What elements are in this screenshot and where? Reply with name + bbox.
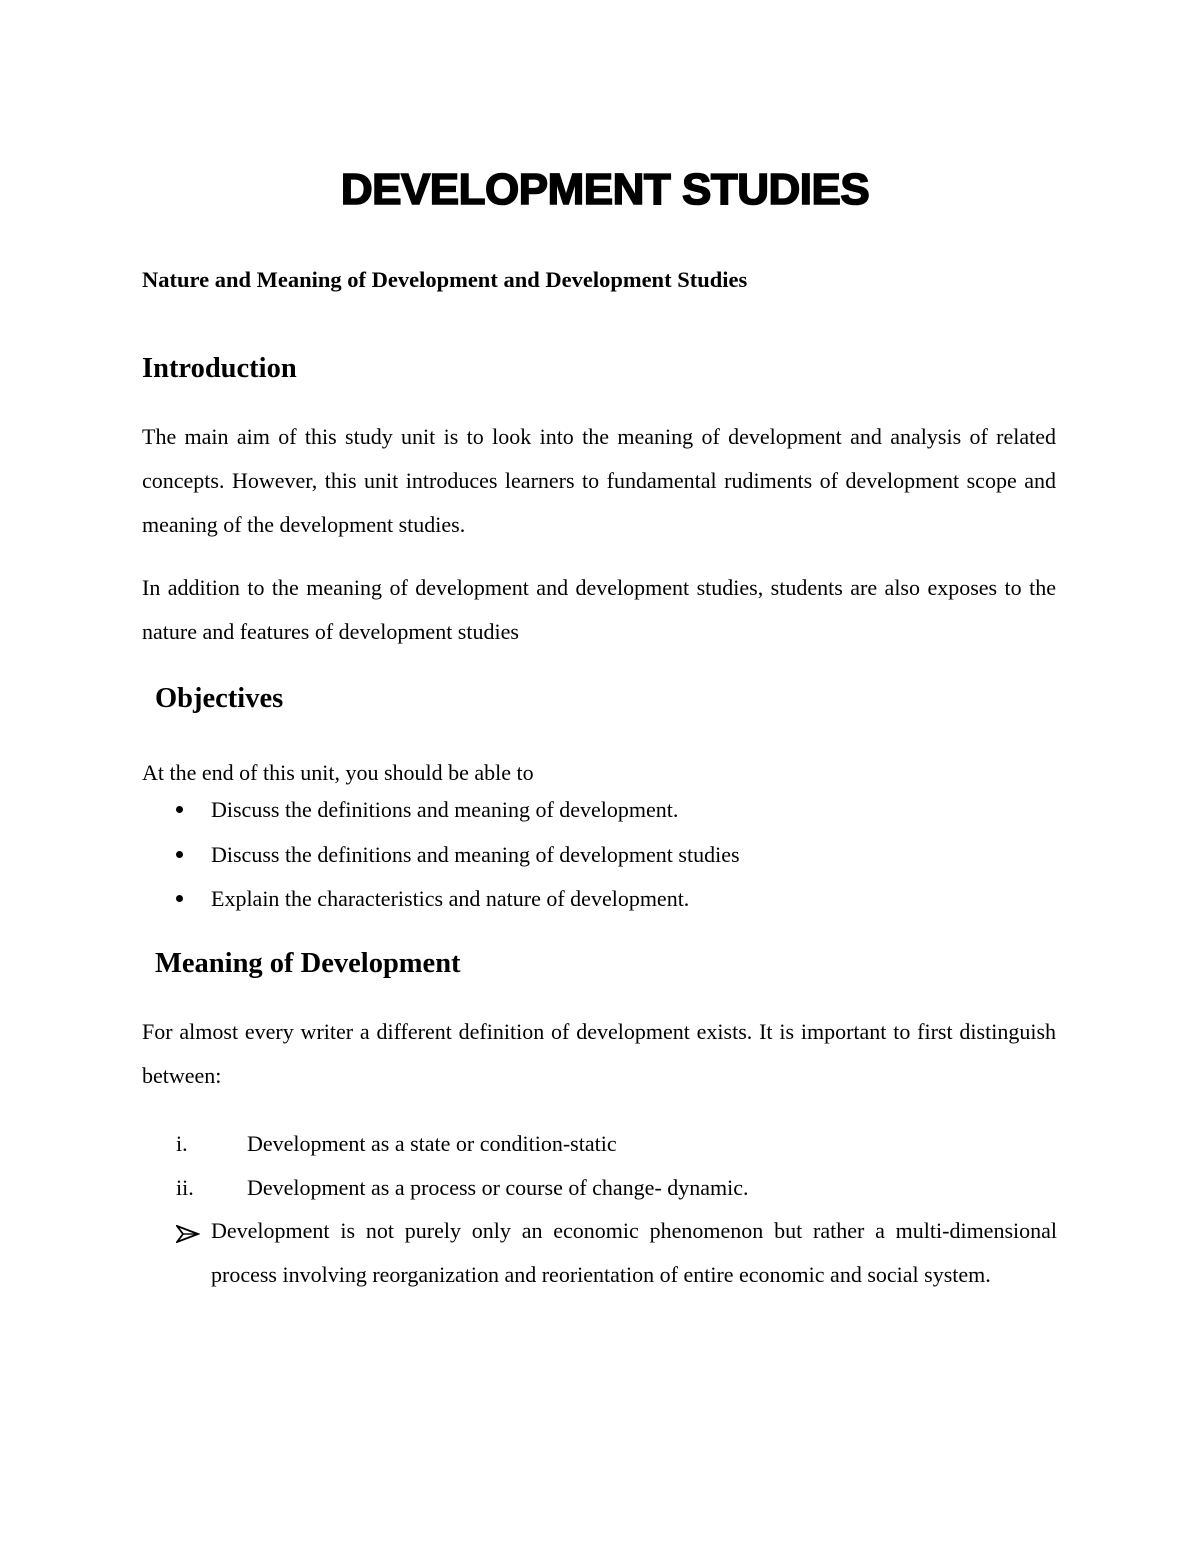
objective-item-text: Explain the characteristics and nature of development. — [211, 886, 690, 911]
bullet-icon — [176, 806, 183, 813]
meaning-paragraph: For almost every writer a different definition of development exists. It is important to first distinguish between: — [142, 1019, 1056, 1088]
meaning-heading: Meaning of Development — [155, 948, 461, 979]
bullet-icon — [176, 851, 183, 858]
arrow-item-text: Development is not purely only an economic phenomenon but rather a multi-dimensional process involving reorganization and reorientation of entire economic and social system. — [211, 1218, 1057, 1287]
introduction-heading: Introduction — [142, 353, 297, 384]
numbered-item-text: Development as a state or condition-static — [247, 1131, 617, 1156]
arrow-bullet-icon — [176, 1225, 200, 1243]
objectives-lead: At the end of this unit, you should be able to — [142, 760, 534, 785]
objective-item-text: Discuss the definitions and meaning of development. — [211, 797, 679, 822]
introduction-paragraph-1: The main aim of this study unit is to look into the meaning of development and analysis of related concepts. However, this unit introduces learners to fundamental rudiments of development scope and meaning of the development studies. — [142, 424, 1056, 537]
numbered-item-marker: i. — [176, 1131, 188, 1156]
document-title: DEVELOPMENT STUDIES — [340, 165, 870, 214]
objectives-heading: Objectives — [155, 683, 284, 714]
numbered-item-marker: ii. — [176, 1175, 194, 1200]
numbered-item-text: Development as a process or course of change- dynamic. — [247, 1175, 749, 1200]
bullet-icon — [176, 895, 183, 902]
objective-item-text: Discuss the definitions and meaning of development studies — [211, 842, 740, 867]
document-subtitle: Nature and Meaning of Development and Development Studies — [142, 267, 748, 292]
introduction-paragraph-2: In addition to the meaning of development and development studies, students are also exposes to the nature and features of development studies — [142, 575, 1056, 644]
